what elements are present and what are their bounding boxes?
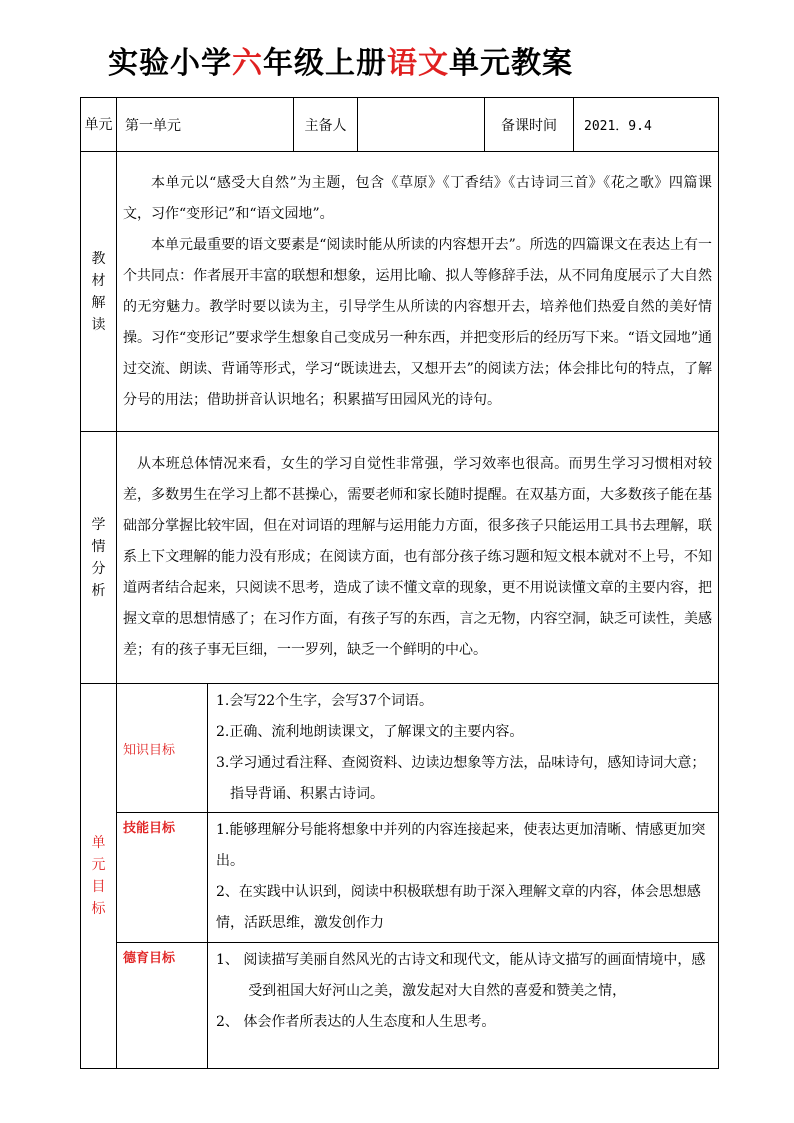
students-label bbox=[81, 432, 117, 684]
title-part-1: 实验小学 bbox=[108, 46, 232, 81]
header-row bbox=[81, 98, 719, 152]
time-label: 备课时间 bbox=[485, 98, 574, 152]
preparer-label: 主备人 bbox=[294, 98, 358, 152]
goals-label bbox=[81, 684, 117, 1069]
textbook-content bbox=[117, 152, 719, 432]
page-title bbox=[108, 44, 573, 84]
title-part-5: 单元教案 bbox=[449, 46, 573, 81]
title-grade: 六 bbox=[232, 46, 263, 81]
skill-goal-label: 技能目标 bbox=[117, 813, 208, 943]
textbook-paragraph-1: 本单元以“感受大自然”为主题，包含《草原》《丁香结》《古诗词三首》《花之歌》四篇课文，习作“变形记”和“语文园地”。 bbox=[123, 174, 712, 222]
unit-label-text: 单元 bbox=[84, 116, 113, 133]
textbook-label bbox=[81, 152, 117, 432]
moral-item: 2、 体会作者所表达的人生态度和人生思考。 bbox=[216, 1014, 496, 1030]
moral-goal-content bbox=[208, 943, 719, 1069]
unit-value: 第一单元 bbox=[117, 98, 294, 152]
unit-label bbox=[81, 98, 117, 152]
skill-goal-row bbox=[81, 813, 719, 943]
goals-label-text: 单元目标 bbox=[91, 835, 106, 917]
time-value: 2021．9.4 bbox=[574, 98, 719, 152]
skill-item: 2、在实践中认识到，阅读中积极联想有助于深入理解文章的内容，体会思想感情，活跃思维，激发创作力 bbox=[216, 884, 701, 931]
knowledge-item: 1.会写22个生字，会写37个词语。 bbox=[216, 693, 433, 709]
textbook-row bbox=[81, 152, 719, 432]
title-part-3: 年级上册 bbox=[263, 46, 387, 81]
title-subject: 语文 bbox=[387, 46, 449, 81]
knowledge-goal-row bbox=[81, 684, 719, 813]
moral-goal-label: 德育目标 bbox=[117, 943, 208, 1069]
textbook-paragraph-2: 本单元最重要的语文要素是“阅读时能从所读的内容想开去”。所选的四篇课文在表达上有一个共同点：作者展开丰富的联想和想象，运用比喻、拟人等修辞手法，从不同角度展示了大自然的无穷魅力。教学时要以读为主，引导学生从所读的内容想开去，培养他们热爱自然的美好情操。习作“变形记”要求学生想象自己变成另一种东西，并把变形后的经历写下来。“语文园地”通过交流、朗读、背诵等形式，学习“既读进去，又想开去”的阅读方法；体会排比句的特点，了解分号的用法；借助拼音认识地名；积累描写田园风光的诗句。 bbox=[123, 236, 712, 408]
knowledge-item: 3.学习通过看注释、查阅资料、边读边想象等方法，品味诗句，感知诗词大意；指导背诵、积累古诗词。 bbox=[216, 755, 706, 802]
knowledge-goal-label: 知识目标 bbox=[117, 684, 208, 813]
lesson-plan-table bbox=[80, 97, 719, 1069]
students-paragraph-1: 从本班总体情况来看，女生的学习自觉性非常强，学习效率也很高。而男生学习习惯相对较差，多数男生在学习上都不甚操心，需要老师和家长随时提醒。在双基方面，大多数孩子能在基础部分掌握比较牢固，但在对词语的理解与运用能力方面，很多孩子只能运用工具书去理解，联系上下文理解的能力没有形成；在阅读方面，也有部分孩子练习题和短文根本就对不上号，不知道两者结合起来，只阅读不思考，造成了读不懂文章的现象，更不用说读懂文章的主要内容，把握文章的思想情感了；在习作方面，有孩子写的东西，言之无物，内容空洞，缺乏可读性，美感差；有的孩子事无巨细，一一罗列，缺乏一个鲜明的中心。 bbox=[123, 456, 712, 658]
skill-item: 1.能够理解分号能将想象中并列的内容连接起来，使表达更加清晰、情感更加突出。 bbox=[216, 822, 706, 869]
knowledge-goal-content bbox=[208, 684, 719, 813]
students-content bbox=[117, 432, 719, 684]
skill-goal-content bbox=[208, 813, 719, 943]
students-row bbox=[81, 432, 719, 684]
students-label-text: 学情分析 bbox=[91, 516, 106, 599]
knowledge-item: 2.正确、流利地朗读课文，了解课文的主要内容。 bbox=[216, 724, 524, 740]
textbook-label-text: 教材解读 bbox=[91, 250, 106, 333]
moral-goal-row bbox=[81, 943, 719, 1069]
preparer-value bbox=[358, 98, 485, 152]
moral-item: 1、 阅读描写美丽自然风光的古诗文和现代文，能从诗文描写的画面情境中，感受到祖国大好河山之美，激发起对大自然的喜爱和赞美之情， bbox=[216, 952, 706, 999]
